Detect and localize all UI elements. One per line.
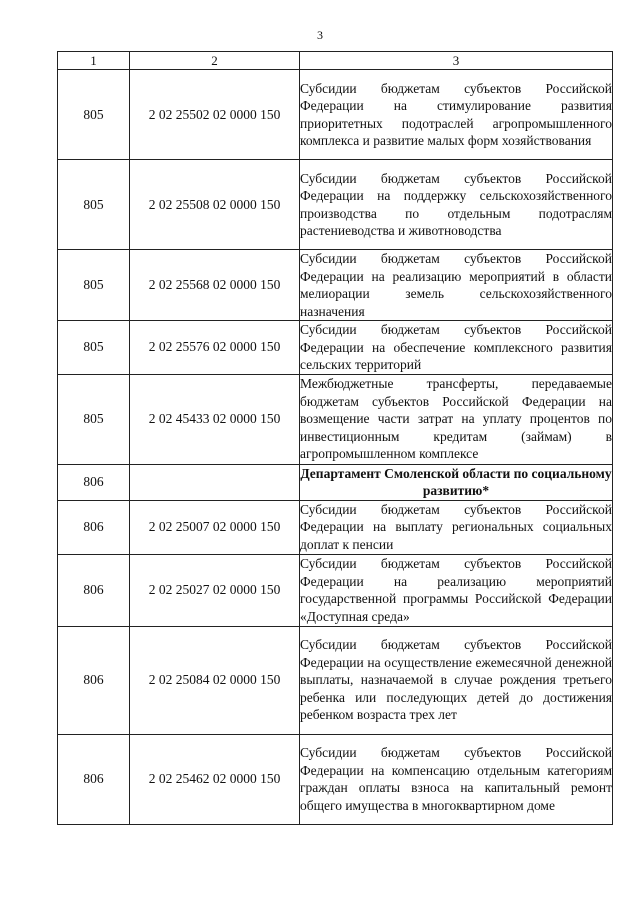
department-row: [58, 464, 613, 500]
table-row: [58, 734, 613, 824]
table-row: [58, 321, 613, 375]
revenue-name-cell: Субсидии бюджетам субъектов Российской Федерации на стимулирование развития приоритетных подотраслей агропромышленного комплекса и развитие малых форм хозяйствования: [300, 70, 613, 160]
revenue-name-cell: Субсидии бюджетам субъектов Российской Федерации на компенсацию отдельным категориям граждан оплаты взноса на капитальный ремонт общего имущества в многоквартирном доме: [300, 734, 613, 824]
table-row: [58, 554, 613, 626]
table-row: [58, 626, 613, 734]
revenue-code-cell: 2 02 25502 02 0000 150: [130, 70, 300, 160]
admin-code-cell: 805: [58, 70, 130, 160]
revenue-name-cell: Субсидии бюджетам субъектов Российской Федерации на осуществление ежемесячной денежной выплаты, назначаемой в случае рождения третьего ребенка или последующих детей до достижения ребенком возраста трех лет: [300, 626, 613, 734]
revenue-code-cell: 2 02 25508 02 0000 150: [130, 160, 300, 250]
admin-code-cell: 805: [58, 250, 130, 321]
revenue-name-cell: Субсидии бюджетам субъектов Российской Федерации на реализацию мероприятий в области мелиорации земель сельскохозяйственного назначения: [300, 251, 612, 319]
revenue-code-cell: 2 02 25568 02 0000 150: [130, 250, 300, 321]
table-row: [58, 374, 613, 464]
column-header-1: 1: [58, 52, 130, 70]
revenue-name-cell: Межбюджетные трансферты, передаваемые бюджетам субъектов Российской Федерации на возмещение части затрат на уплату процентов по инвестиционным кредитам (займам) в агропромышленном комплексе: [300, 374, 613, 464]
revenue-code-cell: 2 02 25462 02 0000 150: [130, 734, 300, 824]
table-row: [58, 70, 613, 160]
revenue-name-cell: Субсидии бюджетам субъектов Российской Федерации на обеспечение комплексного развития сельских территорий: [300, 322, 612, 372]
revenue-code-cell: [130, 464, 300, 500]
revenue-code-cell: 2 02 25027 02 0000 150: [130, 554, 300, 626]
table-row: [58, 250, 613, 321]
revenue-code-cell: 2 02 45433 02 0000 150: [130, 374, 300, 464]
revenue-code-cell: 2 02 25007 02 0000 150: [130, 500, 300, 554]
budget-code-table: [57, 51, 613, 825]
table-row: [58, 500, 613, 554]
column-header-3: 3: [300, 52, 613, 70]
page-number: 3: [317, 28, 323, 42]
department-heading: Департамент Смоленской области по социальному развитию*: [300, 466, 612, 498]
table-header-row: [58, 52, 613, 70]
admin-code-cell: 805: [58, 374, 130, 464]
admin-code-cell: 805: [58, 321, 130, 375]
admin-code-cell: 806: [58, 626, 130, 734]
revenue-name-cell: Субсидии бюджетам субъектов Российской Федерации на выплату региональных социальных доплат к пенсии: [300, 500, 613, 554]
admin-code-cell: 806: [58, 500, 130, 554]
table-row: [58, 160, 613, 250]
admin-code-cell: 806: [58, 554, 130, 626]
admin-code-cell: 805: [58, 160, 130, 250]
revenue-name-cell: Субсидии бюджетам субъектов Российской Федерации на реализацию мероприятий государственной программы Российской Федерации «Доступная среда»: [300, 554, 613, 626]
revenue-code-cell: 2 02 25084 02 0000 150: [130, 626, 300, 734]
admin-code-cell: 806: [58, 734, 130, 824]
column-header-2: 2: [130, 52, 300, 70]
revenue-name-cell: Субсидии бюджетам субъектов Российской Федерации на поддержку сельскохозяйственного производства по отдельным подотраслям растениеводства и животноводства: [300, 160, 613, 250]
admin-code-cell: 806: [58, 464, 130, 500]
revenue-code-cell: 2 02 25576 02 0000 150: [130, 321, 300, 375]
